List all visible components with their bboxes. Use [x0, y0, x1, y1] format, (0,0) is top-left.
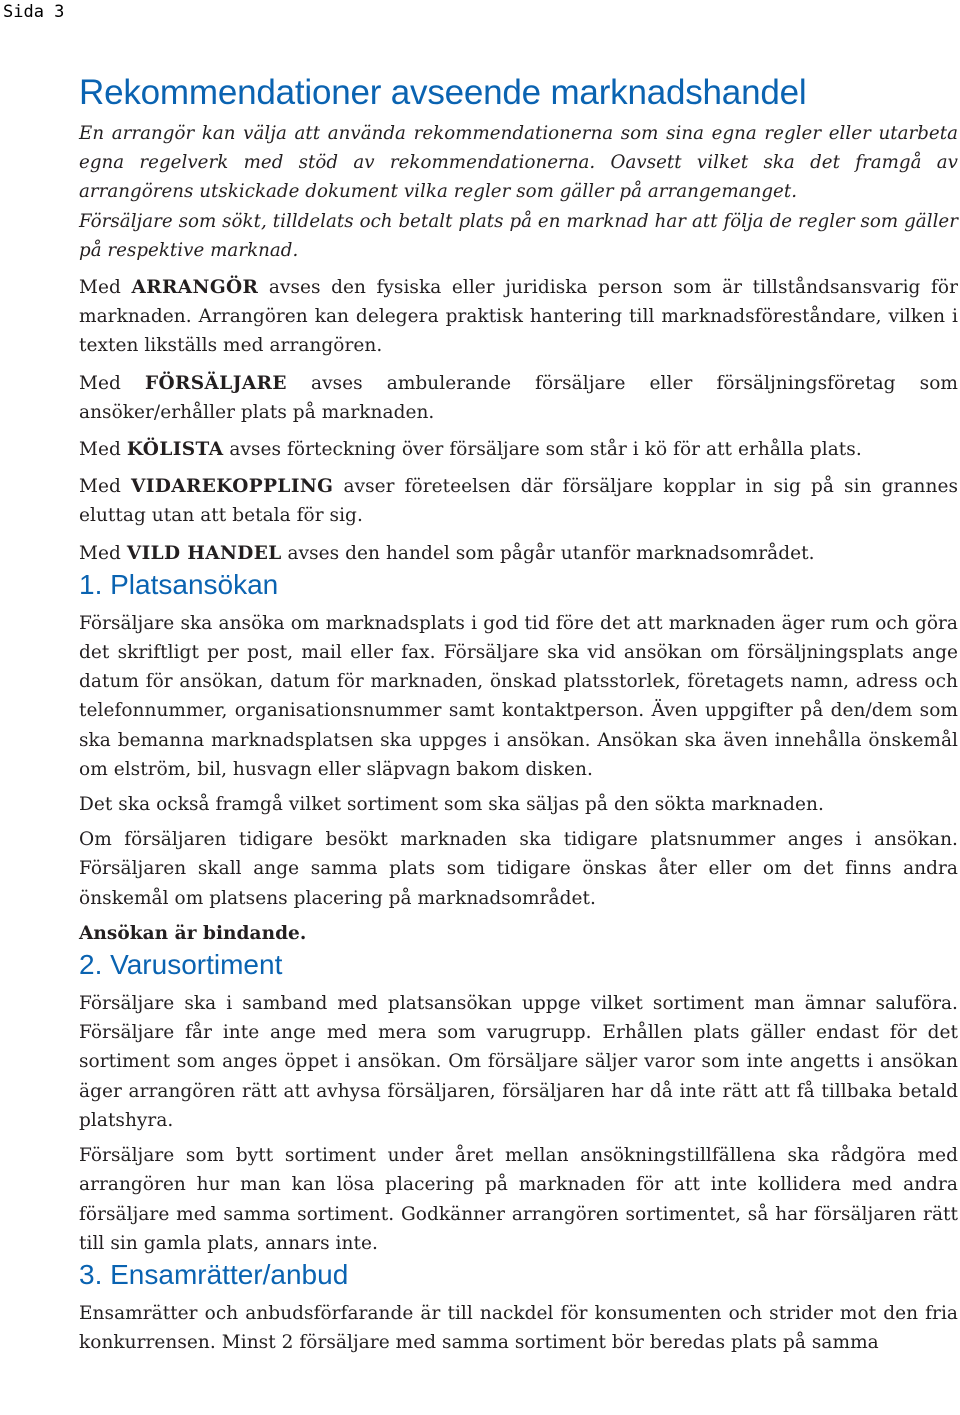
- section-1-paragraph-3: Om försäljaren tidigare besökt marknaden ska tidigare platsnummer anges i ansökan. Försäljaren skall ange samma plats som tidigare önskas åter eller om det finns andra önskemål om platsens placering på marknadsområdet.: [79, 829, 958, 909]
- document-body: [79, 72, 958, 1357]
- term-kolista: KÖLISTA: [126, 439, 224, 461]
- section-1-paragraph-2: Det ska också framgå vilket sortiment som ska säljas på den sökta marknaden.: [79, 794, 824, 816]
- section-3-paragraph-1: Ensamrätter och anbudsförfarande är till nackdel för konsumenten och strider mot den fria konkurrensen. Minst 2 försäljare med samma sortiment bör beredas plats på samma: [79, 1302, 958, 1354]
- section-heading-varusortiment: 2. Varusortiment: [79, 949, 283, 981]
- definition-forsaljare: Med FÖRSÄLJARE avses ambulerande försäljare eller försäljningsföretag som ansöker/erhåller plats på marknaden.: [79, 372, 958, 423]
- section-heading-platsansokan: 1. Platsansökan: [79, 568, 279, 600]
- intro-paragraph-2: Försäljare som sökt, tilldelats och betalt plats på en marknad har att följa de regler som gäller på respektive marknad.: [79, 210, 958, 261]
- intro-paragraph-1: En arrangör kan välja att använda rekommendationerna som sina egna regler eller utarbeta egna regelverk med stöd av rekommendationerna. Oavsett vilket ska det framgå av arrangörens utskickade dokument vilka regler som gäller på arrangemanget.: [79, 123, 958, 203]
- term-forsaljare: FÖRSÄLJARE: [144, 372, 287, 394]
- section-heading-ensamratter: 3. Ensamrätter/anbud: [79, 1258, 349, 1290]
- section-2-paragraph-1: Försäljare ska i samband med platsansökan uppge vilket sortiment man ämnar saluföra. Försäljare får inte ange med mera som varugrupp. Erhållen plats gäller endast för det sortiment som anges öppet i ansökan. Om försäljare säljer varor som inte angetts i ansökan äger arrangören rätt att avhysa försäljaren, försäljaren har då inte rätt att få tillbaka betald platshyra.: [79, 993, 958, 1131]
- term-vidarekoppling: VIDAREKOPPLING: [131, 476, 334, 498]
- section-2-paragraph-2: Försäljare som bytt sortiment under året mellan ansökningstillfällena ska rådgöra med arrangören hur man kan lösa placering på marknaden för att inte kollidera med andra försäljare med samma sortiment. Godkänner arrangören sortimentet, så har försäljaren rätt till sin gamla plats, annars inte.: [79, 1145, 958, 1254]
- section-1-paragraph-1: Försäljare ska ansöka om marknadsplats i god tid före det att marknaden äger rum och göra det skriftligt per post, mail eller fax. Försäljare ska vid ansökan om försäljningsplats ange datum för ansökan, datum för marknaden, önskad platsstorlek, företagets namn, adress och telefonnummer, organisationsnummer samt kontaktperson. Även uppgifter på den/dem som ska bemanna marknadsplatsen ska uppges i ansökan. Ansökan ska även innehålla önskemål om elström, bil, husvagn eller släpvagn bakom disken.: [79, 612, 958, 780]
- definition-kolista: Med KÖLISTA avses förteckning över försäljare som står i kö för att erhålla plats.: [79, 439, 862, 461]
- document-title: Rekommendationer avseende marknadshandel: [79, 73, 807, 112]
- term-arrangor: ARRANGÖR: [131, 277, 259, 299]
- definition-arrangor: Med ARRANGÖR avses den fysiska eller juridiska person som är tillståndsansvarig för marknaden. Arrangören kan delegera praktisk hantering till marknadsföreståndare, vilken i texten likställs med arrangören.: [79, 277, 958, 357]
- definition-vidarekoppling: Med VIDAREKOPPLING avser företeelsen där försäljare kopplar in sig på sin grannes eluttag utan att betala för sig.: [79, 476, 958, 527]
- definition-vild-handel: Med VILD HANDEL avses den handel som pågår utanför marknadsområdet.: [79, 542, 815, 564]
- page-number-label: Sida 3: [3, 2, 65, 22]
- section-1-bold-note: Ansökan är bindande.: [79, 922, 307, 944]
- term-vild-handel: VILD HANDEL: [126, 542, 282, 564]
